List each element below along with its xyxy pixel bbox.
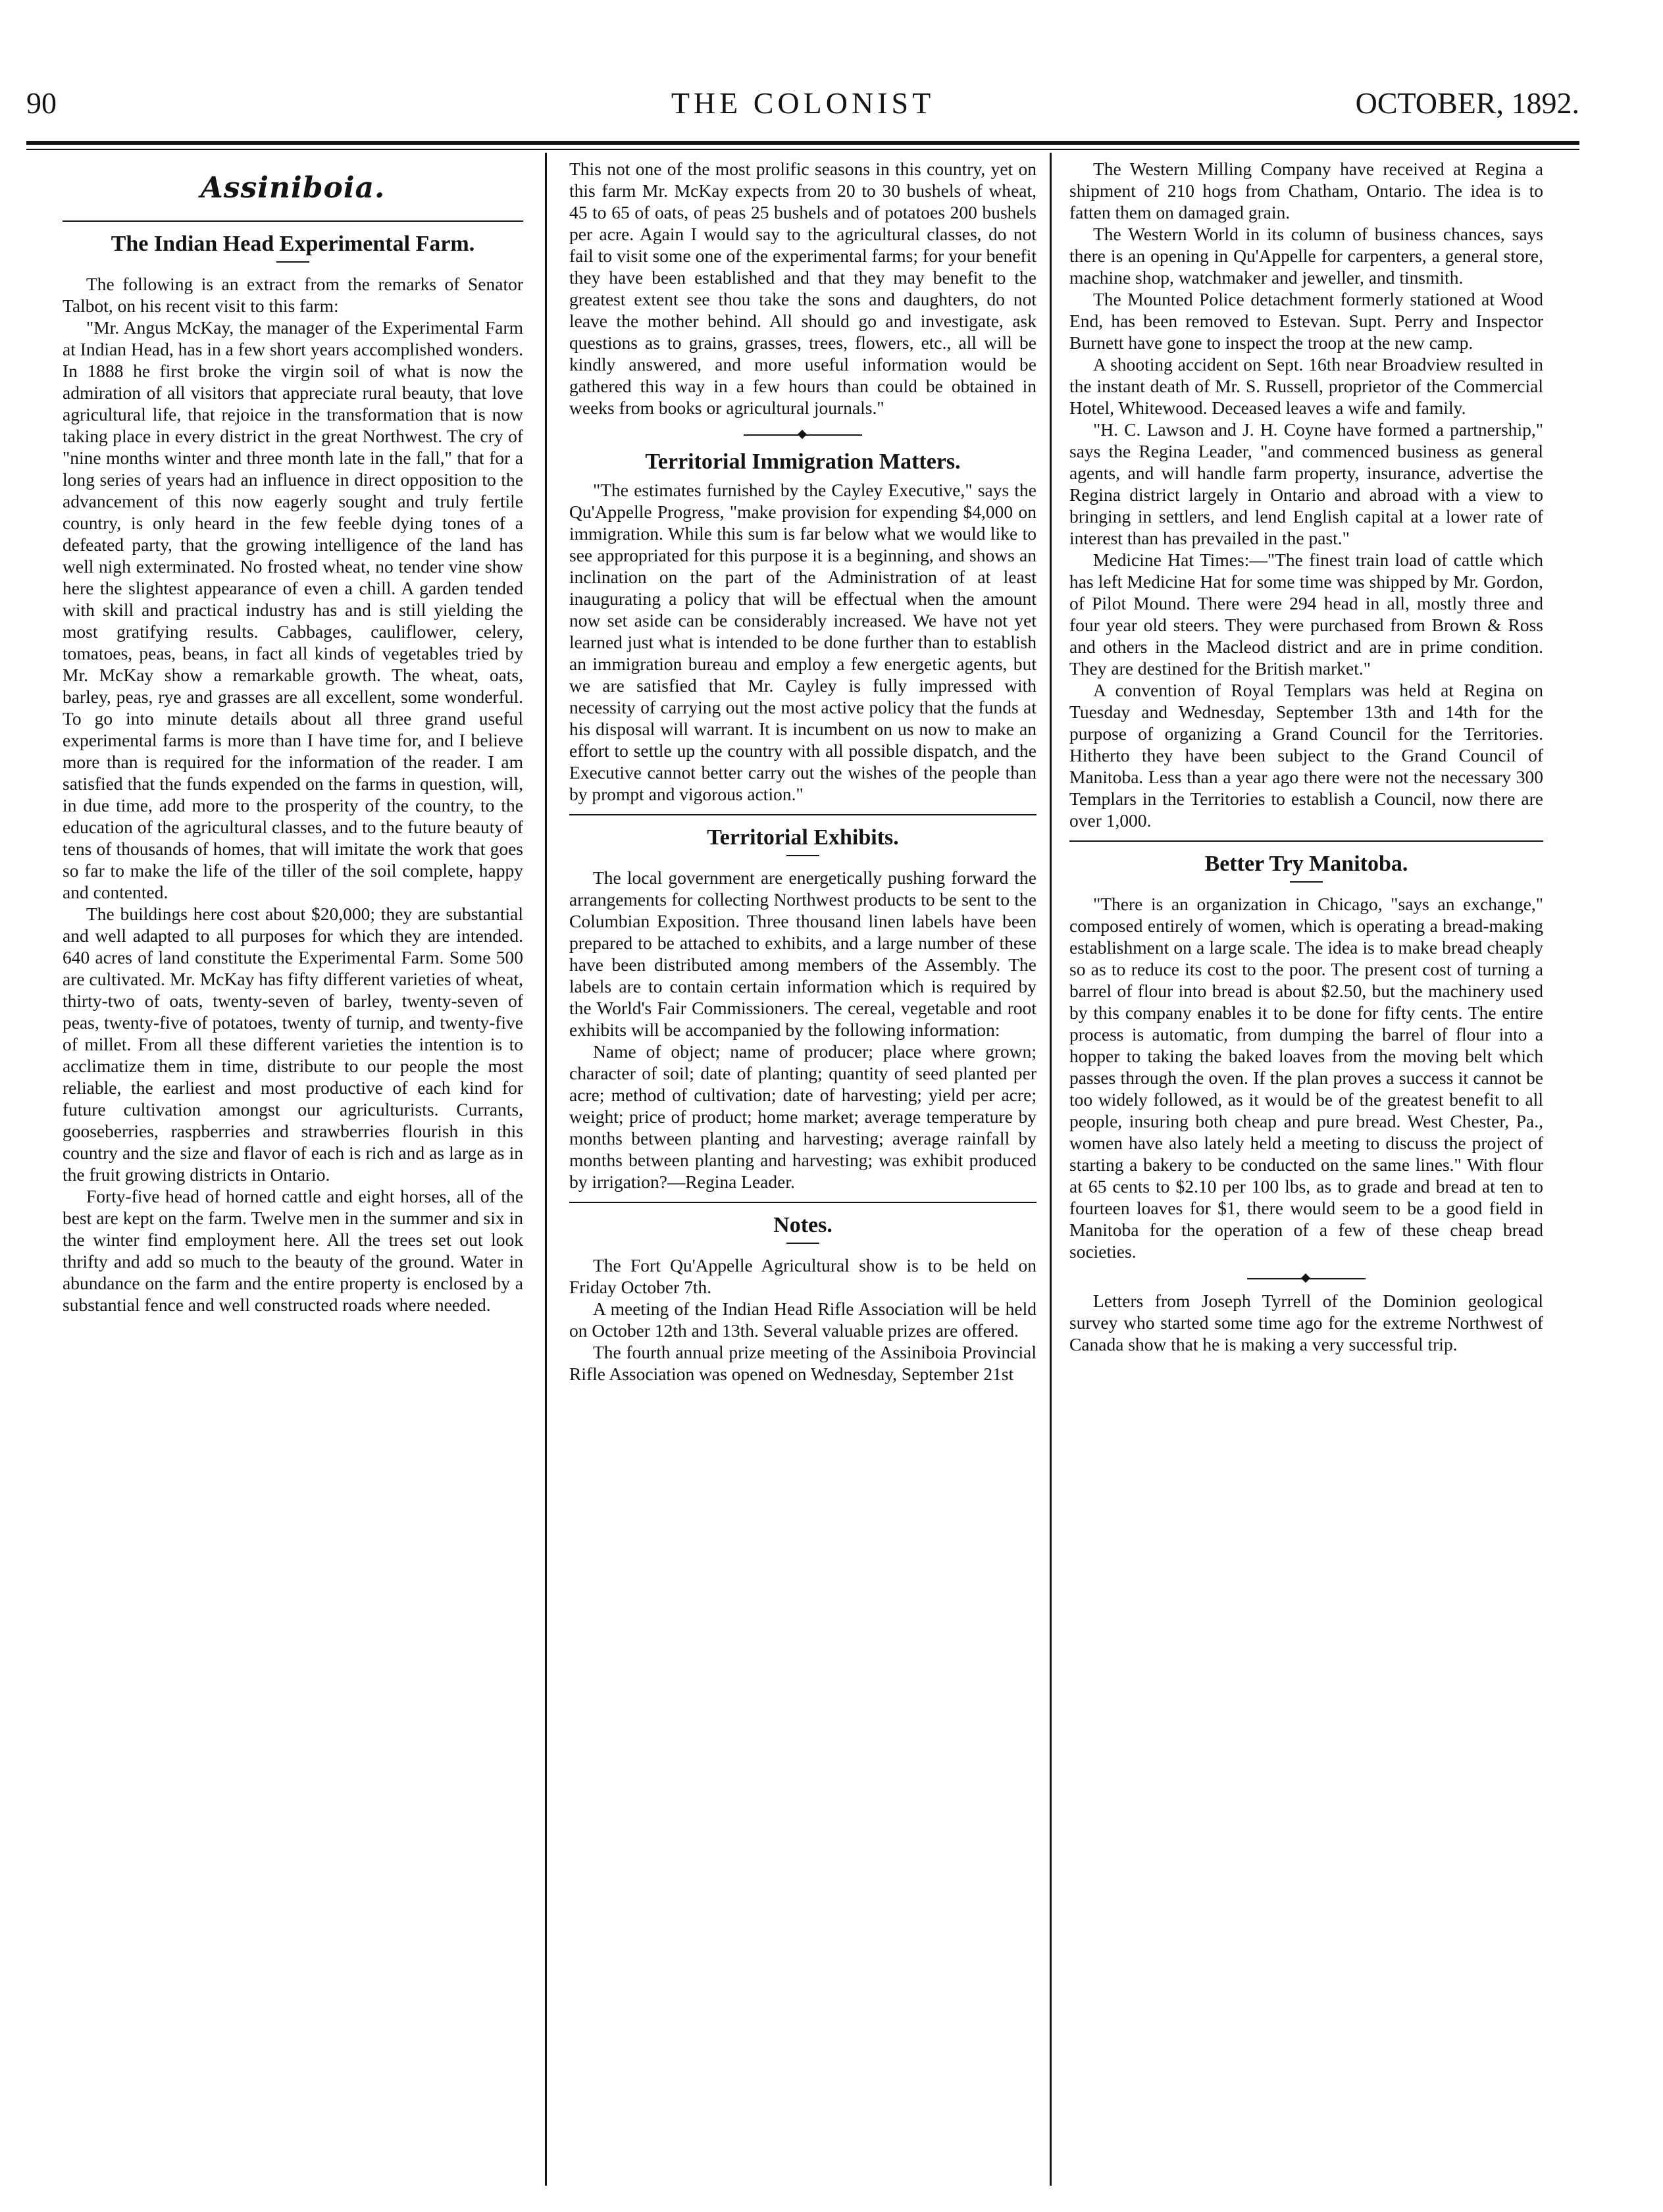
article-headline: Territorial Exhibits. xyxy=(707,825,899,850)
column-1 xyxy=(63,158,523,2173)
header-rule-thin xyxy=(26,149,1579,150)
article-rule xyxy=(1069,840,1543,842)
article-paragraph: The Western World in its column of business chances, says there is an opening in Qu'Appelle for carpenters, a general store, machine shop, watchmaker and jeweller, and tinsmith. xyxy=(1069,224,1543,288)
article-rule xyxy=(569,814,1036,815)
page-number: 90 xyxy=(26,86,57,120)
article-headline: The Indian Head Experimental Farm. xyxy=(111,232,475,256)
article-paragraph: "Mr. Angus McKay, the manager of the Experimental Farm at Indian Head, has in a few short years accomplished wonders. In 1888 he first broke the virgin soil of what is now the admiration of all visitors that appreciate rural beauty, that love agricultural life, that rejoice in the transformation that is now taking place in every district in the great Northwest. The cry of "nine months winter and three month late in the fall," that for a long series of years had an influence in direct opposition to the advancement of this now eagerly sought and truly fertile country, is only heard in the few feeble dying tones of a defeated party, that the growing intelligence of the land has well nigh exterminated. No frosted wheat, no tender vine show here the slightest appearance of even a chill. A garden tended with skill and practical industry has and is still yielding the most gratifying results. Cabbages, cauliflower, celery, tomatoes, peas, beans, in fact all kinds of vegetables tried by Mr. McKay show a remarkable growth. The wheat, oats, barley, peas, rye and grasses are all excellent, some wonderful. To go into minute details about all three grand useful experimental farms is more than I have time for, and I believe more than is required for the information of the reader. I am satisfied that the funds expended on the farms in question, will, in due time, add more to the prosperity of the country, to the education of the agricultural classes, and to the future beauty of tens of thousands of homes, that will imitate the work that goes so far to make the life of the tiller of the soil complete, happy and contented. xyxy=(63,317,523,902)
article-paragraph: A shooting accident on Sept. 16th near Broadview resulted in the instant death of Mr. S. Russell, proprietor of the Commercial Hotel, Whitewood. Deceased leaves a wife and family. xyxy=(1069,354,1543,418)
headline-dash xyxy=(1290,881,1323,883)
issue-date: OCTOBER, 1892. xyxy=(1355,86,1579,120)
ornament-divider xyxy=(744,430,862,440)
article-rule xyxy=(569,1202,1036,1203)
article-paragraph: The buildings here cost about $20,000; they are substantial and well adapted to all purposes for which they are intended. 640 acres of land constitute the Experimental Farm. Some 500 are cultivated. Mr. McKay has fifty different varieties of wheat, thirty-two of oats, twenty-seven of barley, twenty-seven of peas, twenty-five of potatoes, twenty of turnip, and twenty-five of millet. From all these different varieties the intention is to acclimatize them in time, distribute to our people the most reliable, the earliest and most productive of each kind for future cultivation amongst our agriculturists. Currants, gooseberries, raspberries and strawberries flourish in this country and the size and flavor of each is rich and as large as in the fruit growing districts in Ontario. xyxy=(63,904,523,1185)
article-headline: Territorial Immigration Matters. xyxy=(645,450,961,474)
article-paragraph: Medicine Hat Times:—"The finest train load of cattle which has left Medicine Hat for some time was shipped by Mr. Gordon, of Pilot Mound. There were 294 head in all, mostly three and four year old steers. They were purchased from Brown & Ross and others in the Macleod district and are in prime condition. They are destined for the British market." xyxy=(1069,550,1543,679)
article-paragraph: The following is an extract from the remarks of Senator Talbot, on his recent visit to this farm: xyxy=(63,274,523,316)
column-divider xyxy=(545,153,547,2186)
article-paragraph: A convention of Royal Templars was held at Regina on Tuesday and Wednesday, September 13th and 14th for the purpose of organizing a Grand Council for the Territories. Hitherto they have been subject to the Grand Council of Manitoba. Less than a year ago there were not the necessary 300 Templars in the Territories to establish a Council, now there are over 1,000. xyxy=(1069,680,1543,831)
section-rule xyxy=(63,220,523,222)
header-rule xyxy=(26,141,1579,145)
article-paragraph: "H. C. Lawson and J. H. Coyne have formed a partnership," says the Regina Leader, "and commenced business as general agents, and will handle farm property, insurance, advertise the Regina district largely in Ontario and abroad with a view to bringing in settlers, and lend English capital at a lower rate of interest than has prevailed in the past." xyxy=(1069,419,1543,548)
article-headline: Better Try Manitoba. xyxy=(1204,852,1408,876)
column-3 xyxy=(1069,158,1543,2173)
column-divider xyxy=(1050,153,1052,2186)
publication-title: THE COLONIST xyxy=(671,86,935,120)
article-paragraph: "There is an organization in Chicago, "says an exchange," composed entirely of women, which is operating a bread-making establishment on a large scale. The idea is to make bread cheaply so as to reduce its cost to the poor. The present cost of turning a barrel of flour into bread is about $2.50, but the machinery used by this company enables it to be done for fifty cents. The entire process is automatic, from dumping the barrel of flour into a hopper to taking the baked loaves from the moving belt which passes through the oven. If the plan proves a success it cannot be too widely followed, as it would be of the greatest benefit to all people, insuring both cheap and pure bread. West Chester, Pa., women have also lately held a meeting to discuss the project of starting a bakery to be conducted on the same lines." With flour at 65 cents to $2.10 per 100 lbs, as to grade and bread at ten to fourteen loaves for $1, there would seem to be a good field in Manitoba for the operation of a few of these cheap bread societies. xyxy=(1069,894,1543,1262)
article-paragraph: This not one of the most prolific seasons in this country, yet on this farm Mr. McKay expects from 20 to 30 bushels of wheat, 45 to 65 of oats, of peas 25 bushels and of potatoes 200 bushels per acre. Again I would say to the agricultural classes, do not fail to visit some one of the experimental farms; for your benefit they have been established and that they may benefit to the greatest extent see thou take the sons and daughters, do not leave the mother behind. All should go and investigate, ask questions as to grains, grasses, trees, flowers, etc., all will be kindly answered, and more useful information would be gathered this way in a few hours than could be obtained in weeks from books or agricultural journals." xyxy=(569,159,1036,418)
headline-dash xyxy=(276,261,309,263)
article-paragraph: Letters from Joseph Tyrrell of the Dominion geological survey who started some time ago for the extreme Northwest of Canada show that he is making a very successful trip. xyxy=(1069,1291,1543,1354)
article-paragraph: The Fort Qu'Appelle Agricultural show is to be held on Friday October 7th. xyxy=(569,1255,1036,1297)
article-paragraph: Name of object; name of producer; place where grown; character of soil; date of planting; quantity of seed planted per acre; method of cultivation; date of harvesting; yield per acre; weight; price of product; home market; average temperature by months between planting and harvesting; average rainfall by months between planting and harvesting; was exhibit produced by irrigation?—Regina Leader. xyxy=(569,1041,1036,1192)
page-header xyxy=(26,86,1579,125)
article-paragraph: A meeting of the Indian Head Rifle Association will be held on October 12th and 13th. Several valuable prizes are offered. xyxy=(569,1299,1036,1341)
headline-dash xyxy=(786,855,819,856)
article-paragraph: The fourth annual prize meeting of the Assiniboia Provincial Rifle Association was opened on Wednesday, September 21st xyxy=(569,1342,1036,1384)
section-heading: Assiniboia. xyxy=(200,171,386,205)
article-paragraph: The Western Milling Company have received at Regina a shipment of 210 hogs from Chatham, Ontario. The idea is to fatten them on damaged grain. xyxy=(1069,159,1543,222)
article-paragraph: The local government are energetically pushing forward the arrangements for collecting Northwest products to be sent to the Columbian Exposition. Three thousand linen labels have been prepared to be attached to exhibits, and a large number of these have been distributed among members of the Assembly. The labels are to contain certain information which is required by the World's Fair Commissioners. The cereal, vegetable and root exhibits will be accompanied by the following information: xyxy=(569,867,1036,1040)
article-headline: Notes. xyxy=(773,1213,832,1237)
ornament-divider xyxy=(1247,1274,1366,1283)
article-paragraph: The Mounted Police detachment formerly stationed at Wood End, has been removed to Estevan. Supt. Perry and Inspector Burnett have gone to inspect the troop at the new camp. xyxy=(1069,289,1543,353)
headline-dash xyxy=(786,1243,819,1244)
article-paragraph: "The estimates furnished by the Cayley Executive," says the Qu'Appelle Progress, "make provision for expending $4,000 on immigration. While this sum is far below what we would like to see appropriated for this purpose it is a beginning, and shows an inclination on the part of the Administration of at least inaugurating a policy that will be effectual when the amount now set aside can be considerably increased. We have not yet learned just what is intended to be done further than to establish an immigration bureau and employ a few energetic agents, but we are satisfied that Mr. Cayley is fully impressed with necessity of carrying out the most active policy that the funds at his disposal will warrant. It is incumbent on us now to make an effort to settle up the country with all possible dispatch, and the Executive cannot better carry out the wishes of the people than by prompt and vigorous action." xyxy=(569,480,1036,804)
column-2 xyxy=(569,158,1036,2173)
article-paragraph: Forty-five head of horned cattle and eight horses, all of the best are kept on the farm. Twelve men in the summer and six in the winter find employment here. All the trees set out look thrifty and add so much to the beauty of the ground. Water in abundance on the farm and the entire property is enclosed by a substantial fence and well constructed roads where needed. xyxy=(63,1186,523,1315)
